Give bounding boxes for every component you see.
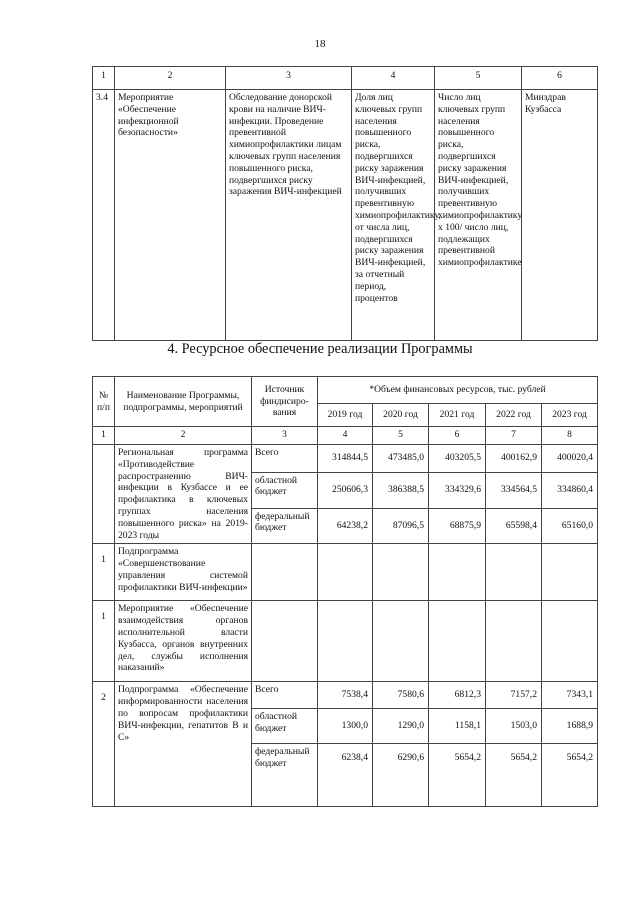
amount: 64238,2 [318,508,373,544]
measures-table [92,66,598,341]
amount: 334329,6 [429,472,486,508]
resources-table [92,376,598,807]
funding-source: Всего [252,445,318,473]
table-row [93,90,598,341]
header-year: 2019 год [318,404,373,427]
table-header-row [93,67,598,90]
header-year: 2023 год [542,404,598,427]
event-content: Обследование донорской крови на наличие ВИЧ-инфекции. Проведение превентивной химиопрофилактики лицам ключевых групп населения повышенного риска, подвергшихся риску заражения ВИЧ-инфекцией [226,90,352,341]
row-number [93,445,115,544]
table-row [93,682,598,709]
amount: 473485,0 [373,445,429,473]
subprogram-name: Подпрограмма «Обеспечение информированности населения по вопросам профилактики ВИЧ-инфекции, гепатитов В и С» [115,682,252,807]
amount: 1688,9 [542,709,598,744]
col-number: 3 [226,67,352,90]
col-number: 1 [93,67,115,90]
amount: 7580,6 [373,682,429,709]
amount: 1300,0 [318,709,373,744]
col-number: 6 [429,427,486,445]
header-year: 2020 год [373,404,429,427]
amount: 250606,3 [318,472,373,508]
amount: 6812,3 [429,682,486,709]
table-column-numbers [93,427,598,445]
amount: 403205,5 [429,445,486,473]
amount: 7343,1 [542,682,598,709]
amount: 5654,2 [429,744,486,807]
indicator-name: Доля лиц ключевых групп населения повышенного риска, подвергшихся риску заражения ВИЧ-инфекцией, получивших превентивную химиопрофилактику, от числа лиц, подвергшихся риску заражения ВИЧ-инфекцией, за отчетный период, процентов [352,90,435,341]
amount: 6238,4 [318,744,373,807]
col-number: 2 [115,427,252,445]
indicator-formula: Число лиц ключевых групп населения повышенного риска, подвергшихся риску заражения ВИЧ-инфекцией, получивших превентивную химиопрофилактику х 100/ число лиц, подлежащих превентивной химиопрофилактике [435,90,522,341]
amount: 6290,6 [373,744,429,807]
section-title: 4. Ресурсное обеспечение реализации Программы [167,341,473,357]
col-number: 3 [252,427,318,445]
row-number: 2 [93,682,115,807]
page-number: 18 [314,38,326,50]
amount: 5654,2 [542,744,598,807]
row-number: 3.4 [93,90,115,341]
header-year: 2022 год [486,404,542,427]
funding-source: областной бюджет [252,709,318,744]
col-number: 1 [93,427,115,445]
event-name: Мероприятие «Обеспечение взаимодействия органов исполнительной власти Кузбасса, органов внутренних дел, службы исполнения наказаний» [115,601,252,682]
col-number: 6 [522,67,598,90]
funding-source: областной бюджет [252,472,318,508]
funding-source: федеральный бюджет [252,508,318,544]
amount: 65598,4 [486,508,542,544]
header-source: Источник финдисиро-вания [252,377,318,427]
amount: 400162,9 [486,445,542,473]
amount: 1290,0 [373,709,429,744]
row-number: 1 [93,544,115,601]
program-name: Региональная программа «Противодействие распространению ВИЧ-инфекции в Кузбассе и ее профилактика в ключевых группах населения повышенного риска» на 2019-2023 годы [115,445,252,544]
table-row [93,445,598,473]
col-number: 7 [486,427,542,445]
amount: 87096,5 [373,508,429,544]
amount: 68875,9 [429,508,486,544]
col-number: 5 [373,427,429,445]
amount: 386388,5 [373,472,429,508]
amount: 65160,0 [542,508,598,544]
amount: 5654,2 [486,744,542,807]
amount: 1158,1 [429,709,486,744]
col-number: 8 [542,427,598,445]
subprogram-name: Подпрограмма «Совершенствование управления системой профилактики ВИЧ-инфекции» [115,544,252,601]
executor: Минздрав Кузбасса [522,90,598,341]
col-number: 2 [115,67,226,90]
table-header-row [93,377,598,404]
amount: 400020,4 [542,445,598,473]
event-name: Мероприятие «Обеспечение инфекционной безопасности» [115,90,226,341]
row-number: 1 [93,601,115,682]
table-row [93,544,598,601]
funding-source: федеральный бюджет [252,744,318,807]
amount: 334860,4 [542,472,598,508]
funding-source: Всего [252,682,318,709]
col-number: 4 [318,427,373,445]
header-year: 2021 год [429,404,486,427]
amount: 1503,0 [486,709,542,744]
amount: 334564,5 [486,472,542,508]
col-number: 4 [352,67,435,90]
header-name: Наименование Программы, подпрограммы, мероприятий [115,377,252,427]
col-number: 5 [435,67,522,90]
table-row [93,601,598,682]
amount: 7157,2 [486,682,542,709]
amount: 7538,4 [318,682,373,709]
header-volume: *Объем финансовых ресурсов, тыс. рублей [318,377,598,404]
amount: 314844,5 [318,445,373,473]
header-number: № п/п [93,377,115,427]
